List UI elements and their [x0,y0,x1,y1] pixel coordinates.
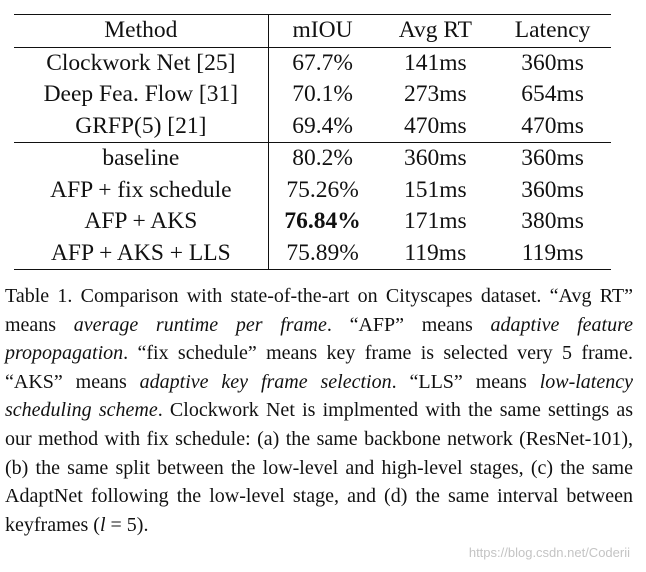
cell-latency: 470ms [521,112,584,139]
table-row [14,111,611,143]
watermark: https://blog.csdn.net/Coderii [468,545,630,560]
cell-avg-rt: 151ms [403,176,467,203]
table-row [14,238,611,270]
cell-method: AFP + fix schedule [14,175,268,207]
cell-miou: 75.26% [286,176,359,203]
cell-avg-rt: 470ms [403,112,467,139]
cell-avg-rt: 360ms [376,143,494,175]
cell-method: GRFP(5) [21] [14,111,268,143]
table-row [14,206,611,238]
caption-italic-term: adaptive feature propopagation [5,313,633,365]
cell-miou: 67.7% [292,49,353,76]
cell-miou: 80.2% [268,143,376,175]
cell-avg-rt: 273ms [403,81,467,107]
caption-text: = 5). [105,513,149,536]
header-latency: Latency [494,15,611,48]
header-method: Method [14,15,268,48]
cell-method: baseline [14,143,268,175]
cell-latency: 380ms [521,208,584,234]
cell-method: AFP + AKS [14,206,268,238]
cell-avg-rt: 171ms [403,208,467,234]
cell-latency: 360ms [521,176,584,203]
table-row [14,79,611,111]
results-table-container [14,14,611,270]
caption-text: Table 1. Comparison with state-of-the-art on Cityscapes dataset. “Avg RT” means [5,285,633,336]
header-miou: mIOU [268,15,376,48]
cell-method: AFP + AKS + LLS [14,238,268,270]
cell-miou-best: 76.84% [284,208,361,234]
cell-miou: 70.1% [292,81,353,107]
table-row [14,143,611,175]
cell-method: Deep Fea. Flow [31] [14,79,268,111]
cell-miou: 75.89% [268,238,376,270]
caption-italic-term: adaptive key frame selection [139,370,392,393]
table-header-row [14,15,611,48]
caption-text: . Clockwork Net is implmented with the same settings as our method with fix schedule: (a) the same backbone network (ResNet-101), (b) the same split between the low-level and high-level stages, (c) the same AdaptNet following the low-level stage, and (d) the same interval between keyframes ( [5,399,633,536]
cell-latency: 119ms [494,238,611,270]
table-row [14,47,611,79]
cell-method: Clockwork Net [25] [14,47,268,79]
header-avg-rt: Avg RT [376,15,494,48]
caption-text: . “fix schedule” means key frame is selected very 5 frame. “AKS” means [5,342,633,393]
caption-math-variable: l [99,513,106,536]
cell-latency: 654ms [521,81,584,107]
cell-latency: 360ms [494,143,611,175]
caption-text: . “AFP” means [326,313,491,336]
caption-italic-term: low-latency scheduling scheme [5,370,633,422]
cell-miou: 69.4% [292,112,353,139]
table-caption [5,282,633,539]
cell-latency: 360ms [521,49,584,76]
results-table [14,14,611,270]
caption-text: . “LLS” means [391,370,540,393]
cell-avg-rt: 119ms [376,238,494,270]
table-row [14,175,611,207]
cell-avg-rt: 141ms [403,49,467,76]
caption-italic-term: average runtime per frame [73,313,327,336]
